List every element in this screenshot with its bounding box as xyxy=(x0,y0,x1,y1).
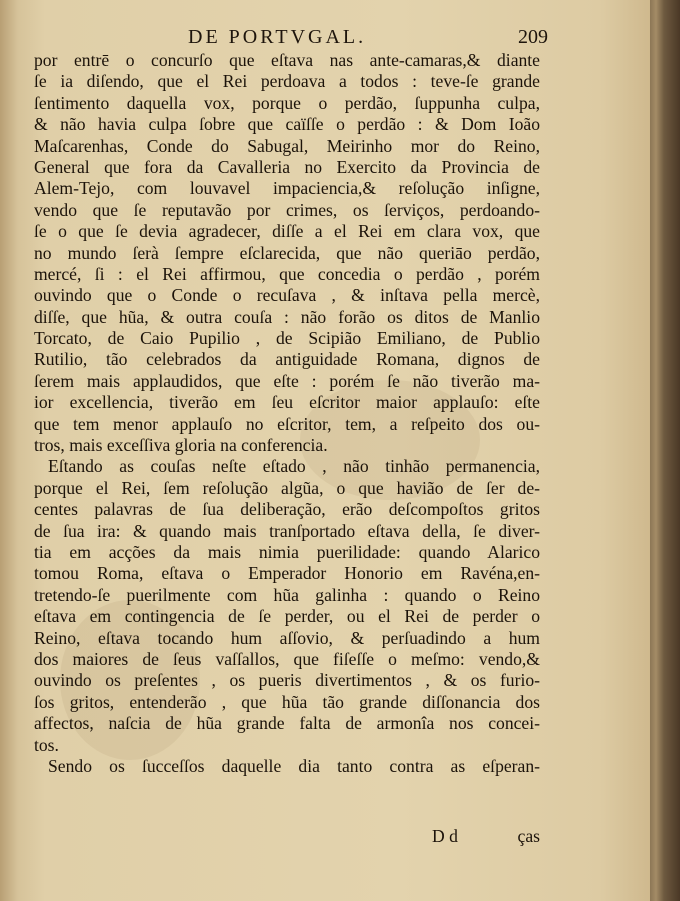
text-line: mercé, ſi : el Rei affirmou, que concedia o perdão , porém xyxy=(34,263,540,284)
text-line: por entrē o concurſo que eſtava nas ante-camaras,& diante xyxy=(34,50,540,70)
text-line: dos maiores de ſeus vaſſallos, que fiſeſſe o meſmo: vendo,& xyxy=(34,648,540,669)
text-line: eſtava em contingencia de ſe perder, ou el Rei de perder o xyxy=(34,606,540,627)
text-line: diſſe, que hũa, & outra couſa : não forão os ditos de Manlio xyxy=(34,306,540,327)
text-line: ſe o que ſe devia agradecer, diſſe a el Rei em clara vox, que xyxy=(34,221,540,242)
text-line: ſentimento daquella vox, porque o perdão, ſuppunha culpa, xyxy=(34,92,540,113)
text-line: tretendo-ſe puerilmente com hũa galinha : quando o Reino xyxy=(34,584,540,605)
text-line: que tem menor applauſo no eſcritor, tem, a reſpeito dos ou- xyxy=(34,413,540,434)
text-line: Rutilio, tão celebrados da antiguidade Romana, dignos de xyxy=(34,349,540,370)
page-footer xyxy=(34,826,540,848)
text-line: ouvindo os preſentes , os pueris divertimentos , & os furio- xyxy=(34,670,540,691)
text-line: vendo que ſe reputavão por crimes, os ſerviços, perdoando- xyxy=(34,199,540,220)
text-line: ior excellencia, tiverão em ſeu eſcritor maior applauſo: eſte xyxy=(34,392,540,413)
text-line: Reino, eſtava tocando hum aſſovio, & perſuadindo a hum xyxy=(34,627,540,648)
text-line: Torcato, de Caio Pupilio , de Scipião Emiliano, de Publio xyxy=(34,328,540,349)
text-line: ſerem mais applaudidos, que eſte : porém ſe não tiverão ma- xyxy=(34,370,540,391)
text-line: Maſcarenhas, Conde do Sabugal, Meirinho mor do Reino, xyxy=(34,135,540,156)
text-line: de ſua ira: & quando mais tranſportado eſtava della, ſe diver- xyxy=(34,520,540,541)
text-line: & não havia culpa ſobre que caïſſe o perdão : & Dom Ioão xyxy=(34,114,540,135)
text-line: tia em acções da mais nimia puerilidade: quando Alarico xyxy=(34,541,540,562)
text-line: Alem-Tejo, com louvavel impaciencia,& reſolução inſigne, xyxy=(34,178,540,199)
paragraph-start-line: Sendo os ſucceſſos daquelle dia tanto contra as eſperan- xyxy=(48,755,540,776)
text-line: centes palavras de ſua deliberação, erão deſcompoſtos gritos xyxy=(34,499,540,520)
page-number: 209 xyxy=(518,26,548,48)
text-line: porque el Rei, ſem reſolução algũa, o que havião de ſer de- xyxy=(34,477,540,498)
text-line: tos. xyxy=(34,734,59,755)
text-line: ſe ia diſendo, que el Rei perdoava a todos : teve-ſe grande xyxy=(34,71,540,92)
text-line: tros, mais exceſſiva gloria na conferencia. xyxy=(34,435,328,456)
text-line: ſos gritos, entenderão , que hũa tão grande diſſonancia dos xyxy=(34,691,540,712)
signature-mark: D d xyxy=(432,826,458,846)
text-line: affectos, naſcia de hũa grande falta de armonîa nos concei- xyxy=(34,713,540,734)
paragraph-start-line: Eſtando as couſas neſte eſtado , não tinhão permanencia, xyxy=(48,456,540,477)
text-line: tomou Roma, eſtava o Emperador Honorio em Ravéna,en- xyxy=(34,563,540,584)
text-line: General que fora da Cavalleria no Exercito da Provincia de xyxy=(34,156,540,177)
page-edge xyxy=(650,0,680,901)
running-head: DE PORTVGAL. xyxy=(188,26,367,48)
body-text xyxy=(34,50,540,777)
catchword: ças xyxy=(517,826,540,846)
text-line: no mundo ſerà ſempre eſclarecida, que não queriāo perdão, xyxy=(34,242,540,263)
text-line: ouvindo que o Conde o recuſava , & inſtava pella mercè, xyxy=(34,285,540,306)
